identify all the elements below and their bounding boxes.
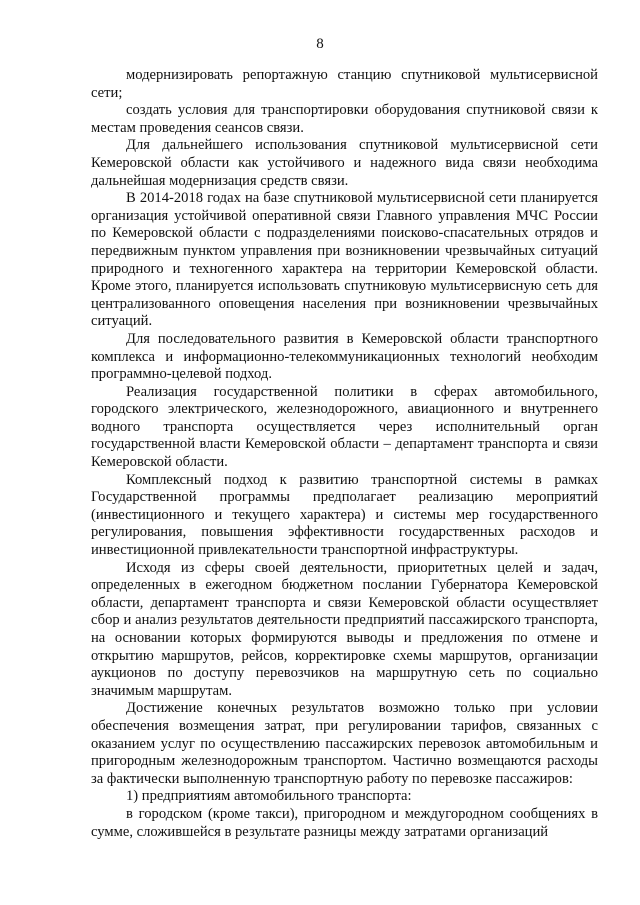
paragraph: модернизировать репортажную станцию спутниковой мультисервисной сети; [91,67,598,101]
paragraph: Для дальнейшего использования спутниковой мультисервисной сети Кемеровской области как устойчивого и надежного вида связи необходима дальнейшая модернизация средств связи. [91,137,598,189]
paragraph: Достижение конечных результатов возможно только при условии обеспечения возмещения затрат, при регулировании тарифов, связанных с оказанием услуг по осуществлению пассажирских перевозок автомобильным и пригородным железнодорожным транспортом. Частично возмещаются расходы за фактически выполненную транспортную работу по перевозке пассажиров: [91,700,598,787]
paragraph: 1) предприятиям автомобильного транспорта: [126,788,412,805]
paragraph: Реализация государственной политики в сферах автомобильного, городского электрического, железнодорожного, авиационного и внутреннего водного транспорта осуществляется через исполнительный орган государственной власти Кемеровской области – департамент транспорта и связи Кемеровской области. [91,383,598,471]
paragraph: В 2014-2018 годах на базе спутниковой мультисервисной сети планируется организация устойчивой оперативной связи Главного управления МЧС России по Кемеровской области с подразделениями поисково-спасательных отрядов и передвижным пунктом управления при возникновении чрезвычайных ситуаций природного и техногенного характера на территории Кемеровской области. Кроме этого, планируется использовать спутниковую мультисервисную сеть для централизованного оповещения населения при возникновении чрезвычайных ситуаций. [91,190,598,330]
page-number: 8 [316,36,324,52]
paragraph: Исходя из сферы своей деятельности, приоритетных целей и задач, определенных в ежегодном бюджетном послании Губернатора Кемеровской области, департамент транспорта и связи Кемеровской области осуществляет сбор и анализ результатов деятельности предприятий пассажирского транспорта, на основании которых формируются выводы и предложения по отмене и открытию маршрутов, рейсов, корректировке схемы маршрутов, организации аукционов по доступу перевозчиков на маршрутную сеть по социально значимым маршрутам. [91,559,598,699]
paragraph: Комплексный подход к развитию транспортной системы в рамках Государственной программы предполагает реализацию мероприятий (инвестиционного и текущего характера) и системы мер государственного регулирования, повышения эффективности государственных расходов и инвестиционной привлекательности транспортной инфраструктуры. [91,471,598,559]
document-body [91,67,598,841]
paragraph: в городском (кроме такси), пригородном и междугородном сообщениях в сумме, сложившейся в результате разницы между затратами организаций [91,805,598,840]
paragraph: создать условия для транспортировки оборудования спутниковой связи к местам проведения сеансов связи. [91,102,598,136]
paragraph: Для последовательного развития в Кемеровской области транспортного комплекса и информационно-телекоммуникационных технологий необходим программно-целевой подход. [91,330,598,383]
